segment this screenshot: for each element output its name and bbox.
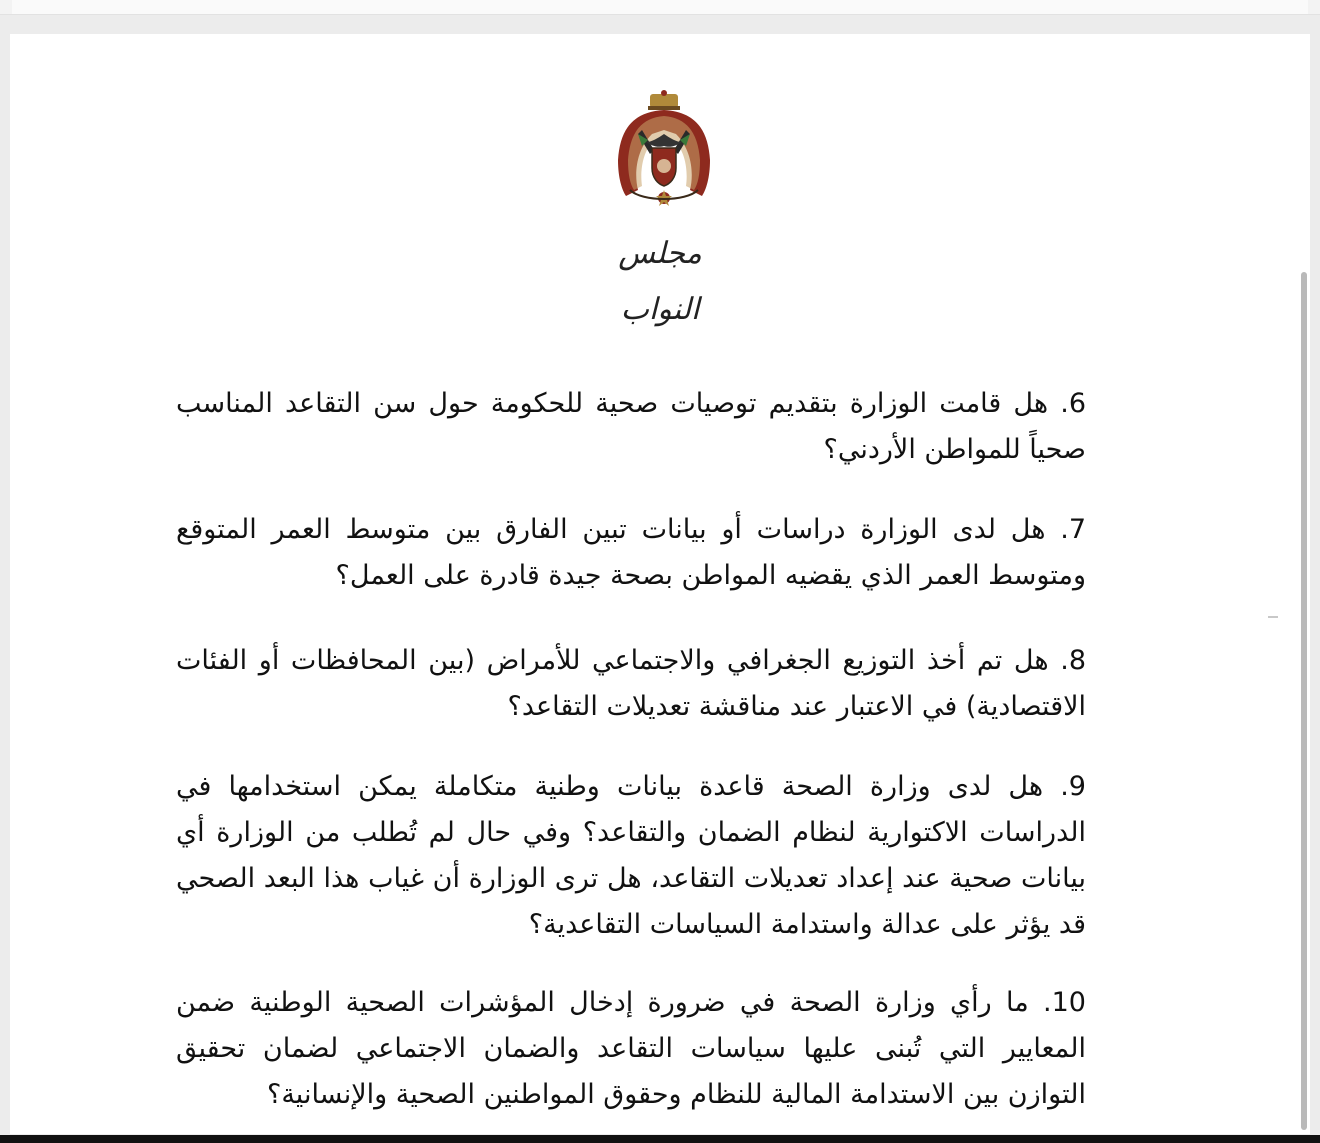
question-10 bbox=[176, 980, 1086, 1118]
coat-of-arms-icon bbox=[612, 90, 716, 214]
vertical-scrollbar[interactable] bbox=[1301, 272, 1307, 1130]
previous-page-edge bbox=[0, 0, 1320, 15]
question-8 bbox=[176, 638, 1086, 730]
question-text: هل لدى الوزارة دراسات أو بيانات تبين الفارق بين متوسط العمر المتوقع ومتوسط العمر الذي يقضيه المواطن بصحة جيدة قادرة على العمل؟ bbox=[176, 514, 1086, 591]
question-9 bbox=[176, 764, 1086, 948]
crown-icon bbox=[648, 90, 680, 110]
question-text: هل لدى وزارة الصحة قاعدة بيانات وطنية متكاملة يمكن استخدامها في الدراسات الاكتوارية لنظام الضمان والتقاعد؟ وفي حال لم تُطلب من الوزارة أي بيانات صحية عند إعداد تعديلات التقاعد، هل ترى الوزارة أن غياب هذا البعد الصحي قد يؤثر على عدالة واستدامة السياسات التقاعدية؟ bbox=[176, 771, 1086, 940]
question-text: هل قامت الوزارة بتقديم توصيات صحية للحكومة حول سن التقاعد المناسب صحياً للمواطن الأردني؟ bbox=[176, 388, 1086, 465]
question-number: 10. bbox=[1043, 987, 1086, 1018]
bottom-edge bbox=[0, 1135, 1320, 1143]
question-number: 7. bbox=[1060, 514, 1087, 545]
question-text: هل تم أخذ التوزيع الجغرافي والاجتماعي للأمراض (بين المحافظات أو الفئات الاقتصادية) في الاعتبار عند مناقشة تعديلات التقاعد؟ bbox=[176, 645, 1086, 722]
question-number: 6. bbox=[1060, 388, 1086, 419]
question-number: 9. bbox=[1060, 771, 1086, 802]
question-6 bbox=[176, 381, 1086, 473]
margin-mark bbox=[1268, 616, 1278, 618]
question-number: 8. bbox=[1060, 645, 1087, 676]
parliament-title: مجلس النواب bbox=[618, 236, 702, 327]
question-text: ما رأي وزارة الصحة في ضرورة إدخال المؤشرات الصحية الوطنية ضمن المعايير التي تُبنى عليها سياسات التقاعد والضمان الاجتماعي لضمان تحقيق التوازن بين الاستدامة المالية للنظام وحقوق المواطنين الصحية والإنسانية؟ bbox=[176, 987, 1086, 1110]
question-7 bbox=[176, 507, 1086, 599]
